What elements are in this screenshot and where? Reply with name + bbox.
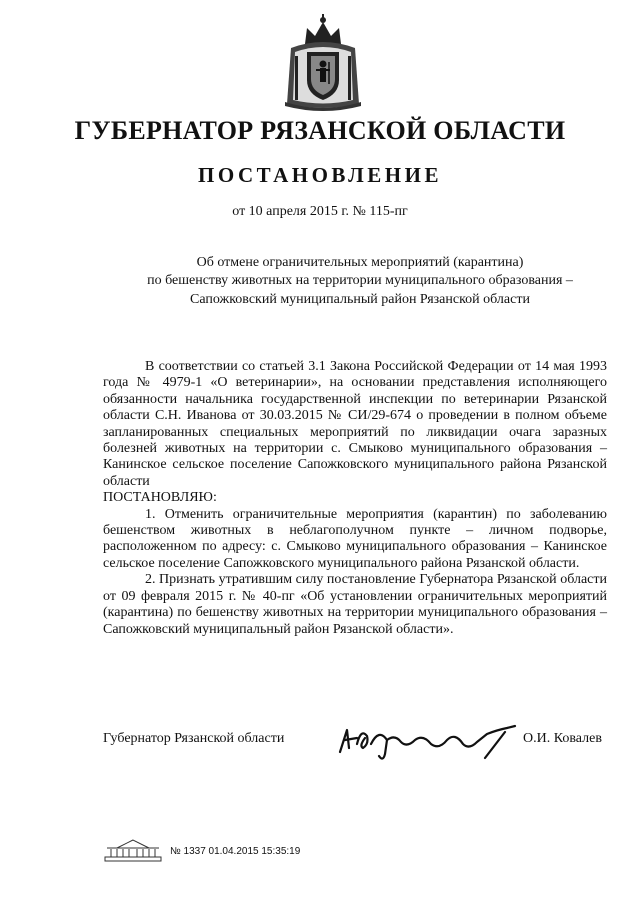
decree-point: 2. Признать утратившим силу постановление Губернатора Рязанской области от 09 февраля 2015 г. № 40-пг «Об установлении ограничительных мероприятий (карантина) по бешенству животных на территории муниципального образования – Сапожковский муниципальный район Рязанской области». <box>103 572 607 637</box>
handwritten-signature-icon <box>335 714 520 764</box>
document-subject <box>100 254 620 309</box>
document-type: ПОСТАНОВЛЕНИЕ <box>198 163 442 187</box>
coat-of-arms-icon <box>283 14 363 114</box>
subject-line: Сапожковский муниципальный район Рязанской области <box>190 291 530 307</box>
building-stamp-icon <box>103 838 163 862</box>
signatory-title: Губернатор Рязанской области <box>103 731 285 746</box>
subject-line: Об отмене ограничительных мероприятий (карантина) <box>196 255 524 270</box>
signatory-name: О.И. Ковалев <box>523 731 602 746</box>
document-date-number: от 10 апреля 2015 г. № 115-пг <box>232 204 408 219</box>
decree-word: ПОСТАНОВЛЯЮ: <box>103 490 217 506</box>
subject-line: по бешенству животных на территории муниципального образования – <box>147 273 573 289</box>
registration-mark: № 1337 01.04.2015 15:35:19 <box>170 846 301 857</box>
preamble-paragraph: В соответствии со статьей 3.1 Закона Российской Федерации от 14 мая 1993 года № 4979-1 «О ветеринарии», на основании представления исполняющего обязанности начальника государственной инспекции по ветеринарии Рязанской области С.Н. Иванова от 30.03.2015 № СИ/29-674 о проведении в полном объеме запланированных специальных мероприятий по ликвидации очага заразных болезней животных на территории с. Смыково муниципального образования – Канинское сельское поселение Сапожковского муниципального района Рязанской области <box>103 359 607 489</box>
document-body <box>103 359 607 638</box>
authority-title: ГУБЕРНАТОР РЯЗАНСКОЙ ОБЛАСТИ <box>74 116 566 145</box>
decree-point: 1. Отменить ограничительные мероприятия (карантин) по заболеванию бешенством животных в неблагополучном пункте – личном подворье, расположенном по адресу: с. Смыково муниципального образования – Канинское сельское поселение Сапожковского муниципального района Рязанской области. <box>103 506 607 571</box>
